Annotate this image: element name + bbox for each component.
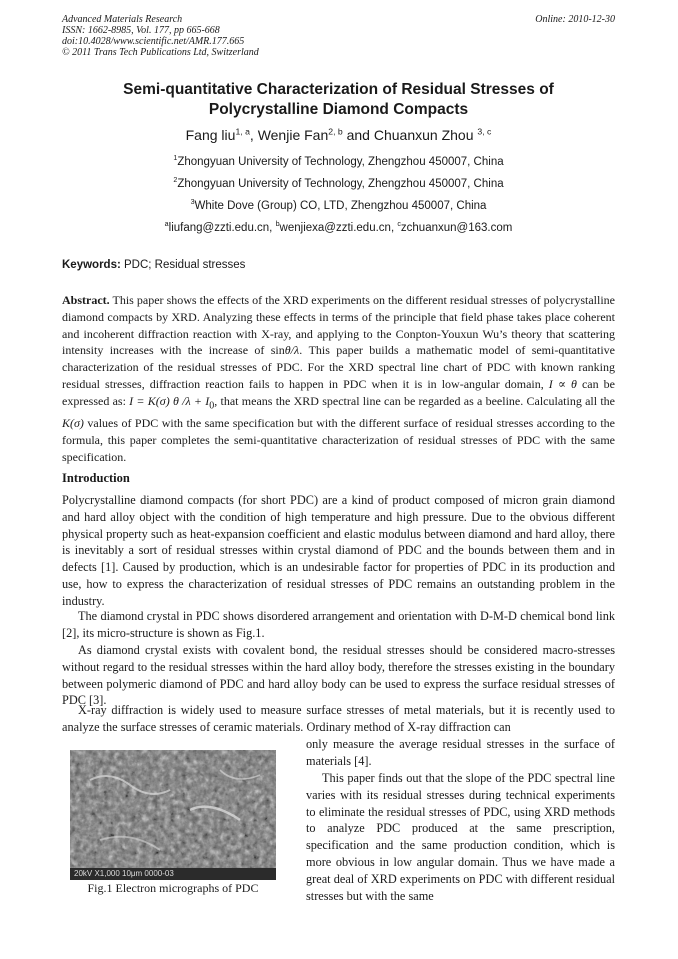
email-superscript: b [275, 220, 280, 229]
affiliation-2 [62, 178, 615, 190]
affiliation-3 [62, 200, 615, 212]
email-superscript: a [164, 220, 169, 229]
abstract-math: I ∝ θ [548, 376, 577, 391]
abstract-label: Abstract. [62, 293, 110, 307]
email-text: zchuanxun@163.com [400, 222, 513, 234]
author-name: Wenjie Fan [257, 127, 329, 143]
sem-micrograph-figure [70, 750, 276, 880]
affiliation-superscript: 3 [190, 198, 195, 207]
figure-caption: Fig.1 Electron micrographs of PDC [87, 881, 259, 895]
author-name: Fang liu [185, 127, 236, 143]
keywords-text: PDC; Residual stresses [120, 259, 246, 271]
abstract-text: . This paper builds a mathematic model of semi-quantitative characterization of the residual stresses of PDC. For the XRD spectral line chart of PDC with known ranking residual stresses, diffraction reaction fails to happen in PDC when it is in low-angular domain, [62, 343, 615, 391]
author-name: Chuanxun Zhou [373, 127, 474, 143]
introduction-heading: Introduction [62, 471, 130, 485]
micrograph-scale-text: 20kV X1,000 10μm 0000-03 [74, 869, 174, 878]
author-superscript: 2, b [328, 126, 343, 137]
journal-name: Advanced Materials Research [62, 14, 183, 25]
intro-paragraph-4: X-ray diffraction is widely used to measure surface stresses of metal materials, but it is recently used to analyze the surface stresses of ceramic materials. Ordinary method of X-ray diffraction can [62, 703, 615, 734]
author-superscript: 1, a [235, 126, 250, 137]
author-superscript: 3, c [477, 126, 492, 137]
email-text: wenjiexa@zzti.edu.cn, [279, 222, 398, 234]
abstract-math: I = K(σ) θ /λ + I [129, 393, 210, 408]
abstract-text: , that means the XRD spectral line can be regarded as a beeline. Calculating all the [214, 393, 616, 408]
abstract-math: θ/λ [284, 343, 300, 358]
abstract-text: can be expressed as: [62, 376, 616, 408]
affiliation-superscript: 1 [173, 154, 178, 163]
abstract-text: values of PDC with the same specification but with the different surface of residual stresses according to the formula, this paper completes the semi-quantitative characterization of residual stresses of PDC with the same specification. [62, 415, 615, 464]
author-separator: , [249, 127, 258, 143]
author-separator: and [342, 127, 374, 143]
affiliation-text: Zhongyuan University of Technology, Zhengzhou 450007, China [177, 178, 504, 190]
email-superscript: c [397, 220, 401, 229]
affiliation-text: White Dove (Group) CO, LTD, Zhengzhou 450007, China [194, 200, 487, 212]
sem-micrograph-image [70, 750, 276, 880]
email-text: liufang@zzti.edu.cn, [168, 222, 276, 234]
intro-paragraph-4-continued: only measure the average residual stresses in the surface of materials [4]. [306, 737, 615, 768]
intro-paragraph-2: The diamond crystal in PDC shows disordered arrangement and orientation with D-M-D chemical bond link [2], its micro-structure is shown as Fig.1. [62, 609, 615, 640]
intro-paragraph-5: This paper finds out that the slope of the PDC spectral line varies with its residual stresses during technical experiments to eliminate the residual stresses of PDC, using XRD methods to analyze PDC produced at the same prescription, specification and the same production condition, which is more obvious in low angular domain. Thus we have made a great deal of XRD experiments on PDC with different residual stresses but with the same [306, 771, 615, 903]
keywords-label: Keywords: [62, 259, 121, 271]
abstract-text: This paper shows the effects of the XRD experiments on the different residual stresses of polycrystalline diamond compacts by XRD. Analyzing these effects in terms of the principle that field phase takes place coherent and incoherent diffraction reaction with X-ray, and applying to the Conpton-Youxun Wu’s theory that scattering intensity increases with the increase of sin [62, 293, 615, 358]
title-line-1: Semi-quantitative Characterization of Residual Stresses of [123, 81, 554, 98]
online-date: Online: 2010-12-30 [535, 14, 615, 25]
affiliation-superscript: 2 [173, 176, 178, 185]
affiliation-text: Zhongyuan University of Technology, Zhengzhou 450007, China [177, 156, 504, 168]
journal-header [62, 14, 259, 58]
doi-line: doi:10.4028/www.scientific.net/AMR.177.665 [62, 36, 245, 47]
keywords-line [62, 259, 245, 271]
affiliation-1 [62, 156, 615, 168]
email-line [62, 222, 615, 234]
intro-paragraph-3: As diamond crystal exists with covalent bond, the residual stresses should be considered macro-stresses without regard to the residual stresses within the hard alloy body, therefore the stresses existing in the boundary between polymeric diamond of PDC and hard alloy body can be used to express the surface residual stresses of PDC [3]. [62, 643, 615, 708]
author-list [62, 127, 615, 143]
abstract-paragraph [62, 292, 615, 465]
intro-paragraph-1: Polycrystalline diamond compacts (for short PDC) are a kind of product composed of micron grain diamond and hard alloy object with the condition of high temperature and high pressure. Due to the obvious different physical property such as heat-expansion coefficient and elastic modulus between diamond and hard alloy, there is inevitably a sort of residual stresses within crystal diamond of PDC and the bounds between them and in defects [1]. Caused by production, which is an undesirable factor for properties of PDC in its production and use, how to express the characterization of residual stresses of PDC remains an outstanding problem in the industry. [62, 493, 615, 608]
abstract-math: K(σ) [62, 415, 84, 430]
paper-title [62, 80, 615, 120]
copyright-line: © 2011 Trans Tech Publications Ltd, Switzerland [62, 47, 259, 58]
abstract-subscript: 0 [209, 400, 215, 412]
title-line-2: Polycrystalline Diamond Compacts [208, 101, 469, 118]
issn-line: ISSN: 1662-8985, Vol. 177, pp 665-668 [62, 25, 220, 36]
